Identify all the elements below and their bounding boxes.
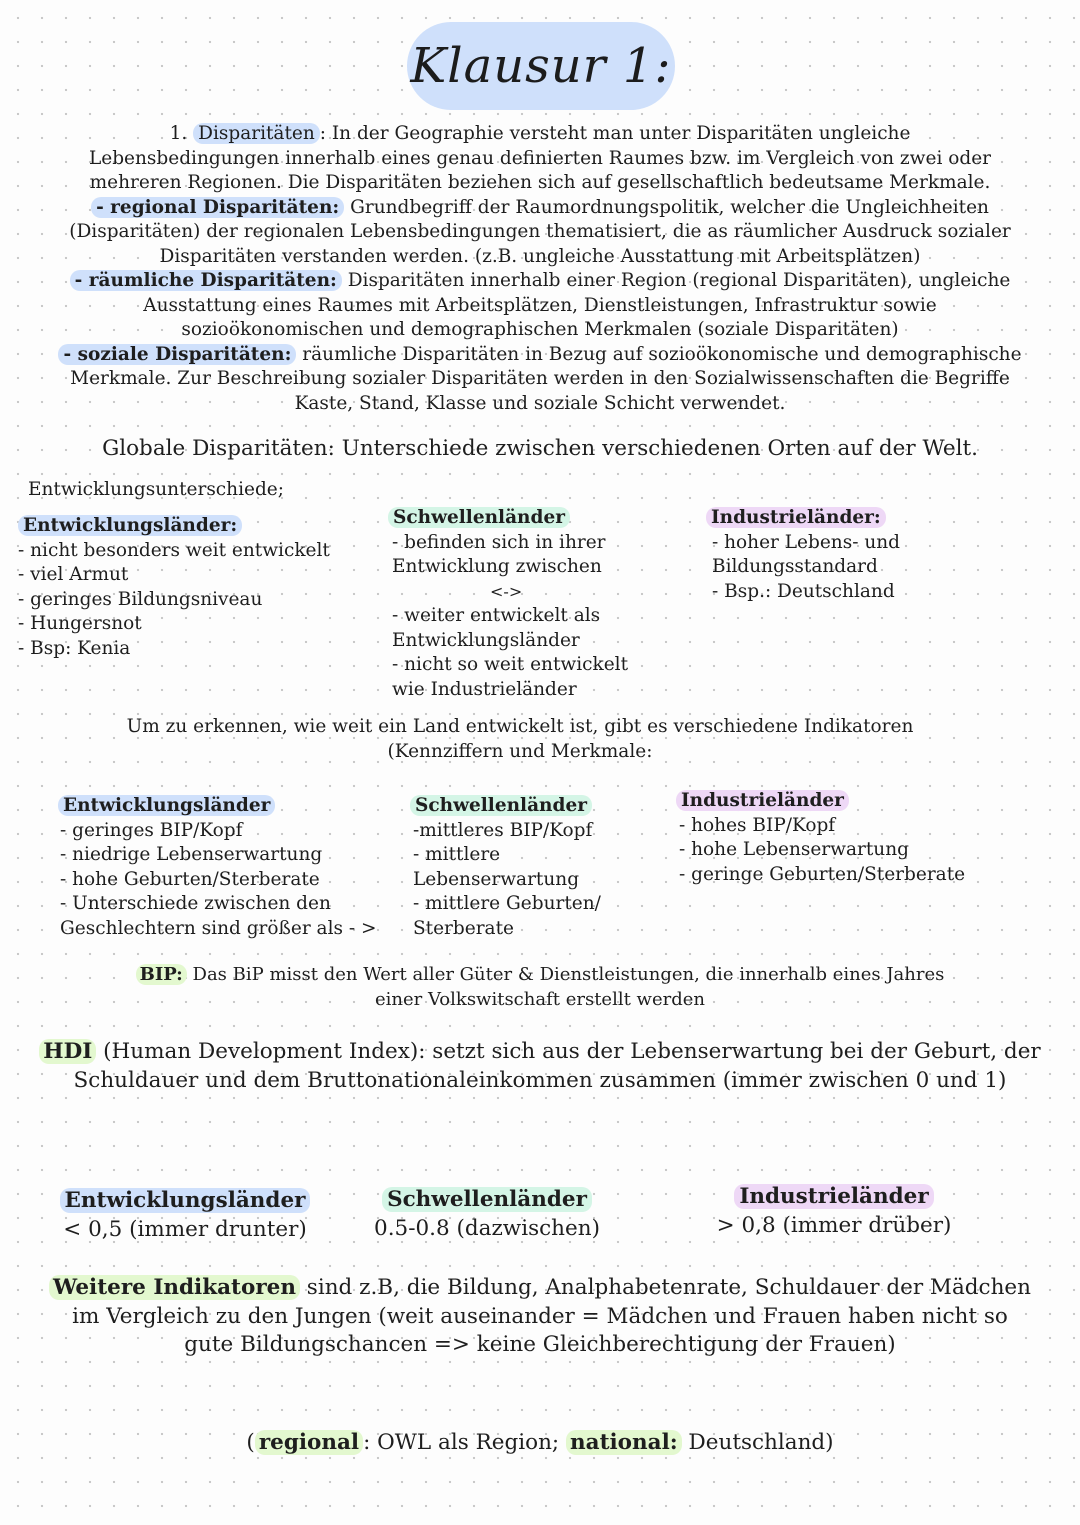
heading-schwellenlaender: Schwellenländer: [388, 507, 570, 528]
entwicklungsunterschiede-heading: Entwicklungsunterschiede;: [28, 479, 284, 500]
list-item: Geschlechtern sind größer als - >: [60, 917, 377, 939]
definition-regional: - regional Disparitäten: Grundbegriff der Raumordnungspolitik, welcher die Ungleichheiten: [20, 196, 1060, 221]
list-item: - nicht so weit entwickelt: [392, 654, 629, 675]
list-item: - niedrige Lebenserwartung: [60, 844, 323, 865]
list-item: - hoher Lebens- und: [712, 531, 901, 553]
term-raeumliche-disparitaeten: - räumliche Disparitäten:: [70, 270, 342, 291]
list-item: - mittlere Geburten/: [413, 893, 601, 914]
list-item: - hohes BIP/Kopf: [679, 814, 836, 836]
hdi-value: < 0,5 (immer drunter): [63, 1216, 307, 1242]
term-regional: regional: [255, 1430, 363, 1455]
heading-schwellenlaender: Schwellenländer: [382, 1187, 592, 1212]
heading-entwicklungslaender: Entwicklungsländer: [58, 795, 275, 816]
list-item: - nicht besonders weit entwickelt: [18, 539, 330, 561]
list-item: - Bsp: Kenia: [18, 637, 131, 659]
definition-sozial: - soziale Disparitäten: räumliche Disparitäten in Bezug auf sozioökonomische und demographische: [20, 343, 1060, 368]
term-bip: BIP:: [136, 964, 187, 985]
hdi-value: > 0,8 (immer drüber): [716, 1212, 952, 1238]
list-item: - geringes BIP/Kopf: [60, 819, 243, 841]
hdi-value: 0.5-0.8 (dazwischen): [374, 1215, 600, 1241]
heading-schwellenlaender: Schwellenländer: [410, 795, 592, 816]
term-soziale-disparitaeten: - soziale Disparitäten:: [58, 344, 296, 365]
section2-schwellenlaender: [410, 794, 660, 941]
term-hdi: HDI: [39, 1039, 96, 1064]
list-item: Sterberate: [413, 917, 514, 939]
title-highlight: [407, 22, 675, 110]
definition-disparitaeten: 1. Disparitäten : In der Geographie versteht man unter Disparitäten ungleiche: [169, 123, 911, 144]
global-disparitaeten-line: Globale Disparitäten: Unterschiede zwischen verschiedenen Orten auf der Welt.: [102, 436, 978, 461]
list-item: Entwicklungsländer: [392, 629, 580, 651]
hdi-definition: HDI (Human Development Index): setzt sich aus der Lebenserwartung bei der Geburt, der Schuldauer und dem Bruttonationaleinkommen zusammen (immer zwischen 0 und 1): [14, 1038, 1066, 1095]
section3-entwicklungslaender: [40, 1187, 330, 1244]
term-national: national:: [566, 1430, 682, 1455]
list-item: Entwicklung zwischen: [392, 556, 602, 577]
heading-industrielaender: Industrieländer: [734, 1184, 933, 1209]
definitions-block: 1. Disparitäten : In der Geographie versteht man unter Disparitäten ungleiche Lebensbedingungen innerhalb eines genau definierten Raumes bzw. im Vergleich von zwei oder mehreren Regionen. Die Disparitäten beziehen sich auf gesellschaftlich bedeutsame Merkmale. - regional Disparitäten: Grundbegriff der Raumordnungspolitik, welcher die Ungleichheiten (Disparitäten) der regionalen Lebensbedingungen thematisiert, die as räumlicher Ausdruck sozialer Disparitäten verstanden werden. (z.B. ungleiche Ausstattung mit Arbeitsplätzen) - räumliche Disparitäten: Disparitäten innerhalb einer Region (regional Disparitäten), ungleiche Ausstattung eines Raumes mit Arbeitsplätzen, Dienstleistungen, Infrastruktur sowie sozioökonomischen und demographischen Merkmalen (soziale Disparitäten) - soziale Disparitäten: räumliche Disparitäten in Bezug auf sozioökonomische und demographische Merkmale. Zur Beschreibung sozialer Disparitäten werden in den Sozialwissenschaften die Begriffe Kaste, Stand, Klasse und soziale Schicht verwendet.: [20, 122, 1060, 416]
section2-entwicklungslaender: [58, 794, 398, 941]
definition-raeumlich: - räumliche Disparitäten: Disparitäten innerhalb einer Region (regional Disparitäten), ungleiche: [20, 269, 1060, 294]
bip-definition: BIP: Das BiP misst den Wert aller Güter & Dienstleistungen, die innerhalb eines Jahres einer Volkswitschaft erstellt werden: [20, 963, 1060, 1012]
list-item: Bildungsstandard: [712, 556, 878, 577]
footer-regional-national: ( regional : OWL als Region; national: Deutschland): [246, 1430, 834, 1455]
list-item: - viel Armut: [18, 564, 129, 585]
section1-industrielaender: [706, 506, 1006, 604]
list-item: - Unterschiede zwischen den: [60, 893, 331, 914]
section3-industrielaender: [694, 1183, 974, 1240]
section2-industrielaender: [676, 789, 1006, 887]
heading-industrielaender: Industrieländer:: [706, 507, 886, 528]
list-item: wie Industrieländer: [392, 678, 577, 700]
heading-industrielaender: Industrieländer: [676, 790, 849, 811]
list-item: - Bsp.: Deutschland: [712, 580, 895, 602]
heading-entwicklungslaender: Entwicklungsländer:: [18, 515, 242, 536]
arrow-symbol: <->: [490, 581, 523, 601]
list-item: - Hungersnot: [18, 613, 142, 634]
list-item: - hohe Geburten/Sterberate: [60, 868, 320, 890]
term-weitere-indikatoren: Weitere Indikatoren: [49, 1275, 300, 1300]
list-item: - mittlere: [413, 844, 501, 865]
section3-schwellenlaender: [352, 1186, 622, 1243]
section1-schwellenlaender: [388, 506, 678, 702]
list-item: - hohe Lebenserwartung: [679, 839, 909, 860]
page-title: Klausur 1:: [410, 38, 672, 94]
weitere-indikatoren: Weitere Indikatoren sind z.B, die Bildung, Analphabetenrate, Schuldauer der Mädchen im Vergleich zu den Jungen (weit auseinander = Mädchen und Frauen haben nicht so gute Bildungschancen => keine Gleichberechtigung der Frauen): [14, 1274, 1066, 1360]
list-item: Lebenserwartung: [413, 868, 580, 890]
indicator-intro: Um zu erkennen, wie weit ein Land entwickelt ist, gibt es verschiedene Indikatoren (Kennziffern und Merkmale:: [126, 716, 914, 762]
section1-entwicklungslaender: [18, 514, 368, 661]
list-item: -mittleres BIP/Kopf: [413, 819, 593, 841]
term-disparitaeten: Disparitäten: [193, 123, 320, 144]
term-regional-disparitaeten: - regional Disparitäten:: [91, 197, 344, 218]
heading-entwicklungslaender: Entwicklungsländer: [60, 1188, 311, 1213]
list-item: - geringes Bildungsniveau: [18, 588, 263, 610]
list-item: - befinden sich in ihrer: [392, 531, 606, 553]
list-item: - weiter entwickelt als: [392, 605, 601, 626]
list-item: - geringe Geburten/Sterberate: [679, 863, 966, 885]
